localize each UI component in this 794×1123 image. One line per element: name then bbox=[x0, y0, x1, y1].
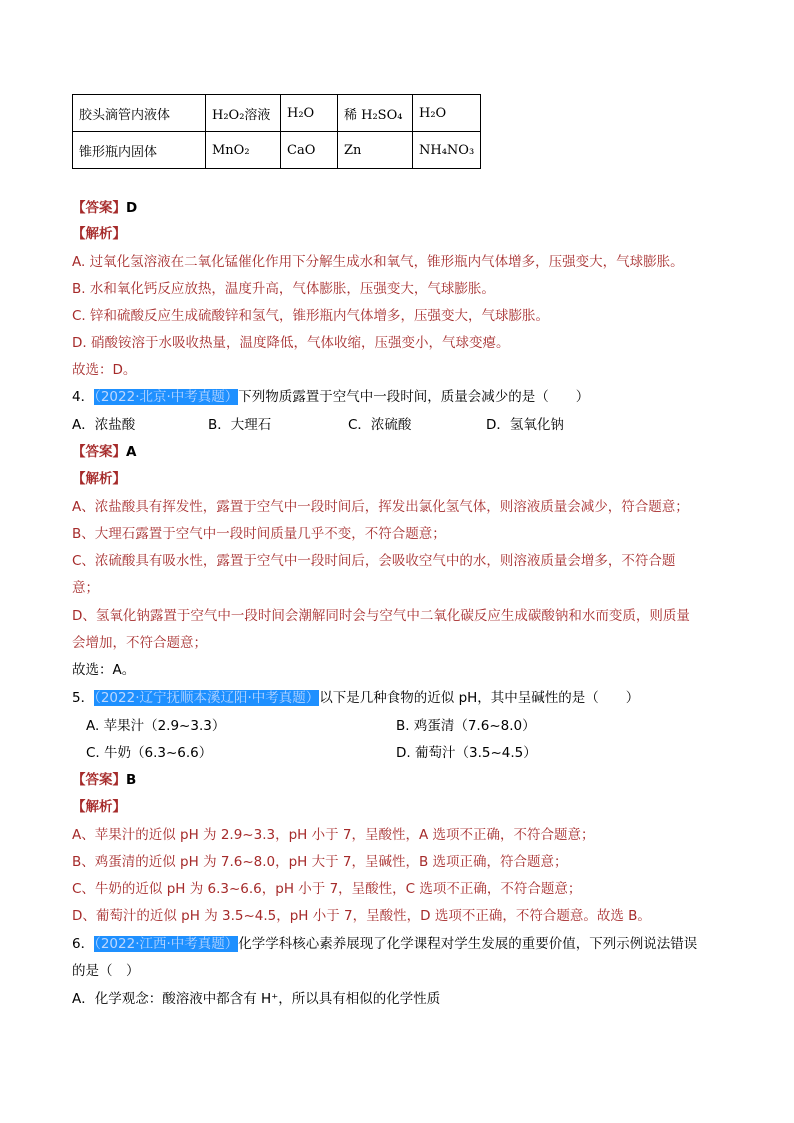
answer-line bbox=[72, 768, 136, 788]
option: D. 葡萄汁（3.5~4.5） bbox=[396, 745, 537, 761]
option: A．化学观念：酸溶液中都含有 H⁺，所以具有相似的化学性质 bbox=[72, 991, 441, 1007]
table-cell: Zn bbox=[338, 132, 413, 169]
answer-value: B bbox=[126, 772, 137, 788]
answer-label: 【答案】 bbox=[72, 444, 126, 460]
analysis-line: 会增加，不符合题意； bbox=[72, 635, 207, 651]
analysis-line: D. 硝酸铵溶于水吸收热量，温度降低，气体收缩，压强变小，气球变瘪。 bbox=[72, 335, 510, 351]
analysis-line: A、浓盐酸具有挥发性，露置于空气中一段时间后，挥发出氯化氢气体，则溶液质量会减少，符合题意； bbox=[72, 499, 689, 515]
answer-value: A bbox=[126, 444, 137, 460]
analysis-line: B、大理石露置于空气中一段时间质量几乎不变，不符合题意； bbox=[72, 526, 446, 542]
analysis-line: A. 过氧化氢溶液在二氧化锰催化作用下分解生成水和氧气，锥形瓶内气体增多，压强变大，气球膨胀。 bbox=[72, 254, 684, 270]
question-text: 化学学科核心素养展现了化学课程对学生发展的重要价值，下列示例说法错误 bbox=[238, 936, 698, 952]
option: D．氢氧化钠 bbox=[486, 417, 564, 433]
question-4-stem bbox=[72, 385, 589, 405]
answer-label: 【答案】 bbox=[72, 200, 126, 216]
analysis-line: D、氢氧化钠露置于空气中一段时间会潮解同时会与空气中二氧化碳反应生成碳酸钠和水而变质，则质量 bbox=[72, 608, 690, 624]
analysis-line: A、苹果汁的近似 pH 为 2.9~3.3，pH 小于 7，呈酸性，A 选项不正确，不符合题意； bbox=[72, 827, 595, 843]
answer-line bbox=[72, 440, 136, 460]
table-row bbox=[73, 95, 481, 132]
question-number: 6． bbox=[72, 936, 95, 952]
question-text: 下列物质露置于空气中一段时间，质量会减少的是（ ） bbox=[238, 389, 590, 405]
analysis-label: 【解析】 bbox=[72, 471, 126, 487]
option: C．浓硫酸 bbox=[348, 417, 412, 433]
question-text: 以下是几种食物的近似 pH，其中呈碱性的是（ ） bbox=[319, 690, 640, 706]
source-tag: （2022·江西·中考真题） bbox=[94, 936, 239, 952]
answer-line bbox=[72, 196, 137, 216]
table-row bbox=[73, 132, 481, 169]
table-cell: NH₄NO₃ bbox=[413, 132, 481, 169]
analysis-line: C. 锌和硫酸反应生成硫酸锌和氢气，锥形瓶内气体增多，压强变大，气球膨胀。 bbox=[72, 308, 550, 324]
table-cell: CaO bbox=[281, 132, 338, 169]
question-5-stem bbox=[72, 686, 639, 706]
table-cell: H₂O bbox=[413, 95, 481, 132]
option: C. 牛奶（6.3~6.6） bbox=[86, 745, 213, 761]
answer-value: D bbox=[126, 200, 138, 216]
question-number: 4． bbox=[72, 389, 95, 405]
table-cell: H₂O bbox=[281, 95, 338, 132]
table-cell: 锥形瓶内固体 bbox=[73, 132, 206, 169]
analysis-label: 【解析】 bbox=[72, 226, 126, 242]
table-cell: MnO₂ bbox=[206, 132, 281, 169]
analysis-line: 故选：D。 bbox=[72, 362, 137, 378]
analysis-line: 故选：A。 bbox=[72, 662, 136, 678]
source-tag: （2022·北京·中考真题） bbox=[94, 389, 239, 405]
reagent-table bbox=[72, 94, 481, 169]
question-text-continued: 的是（ ） bbox=[72, 963, 140, 979]
analysis-line: D、葡萄汁的近似 pH 为 3.5~4.5，pH 小于 7，呈酸性，D 选项不正确，不符合题意。故选 B。 bbox=[72, 908, 651, 924]
answer-label: 【答案】 bbox=[72, 772, 126, 788]
question-number: 5． bbox=[72, 690, 95, 706]
table-cell: 胶头滴管内液体 bbox=[73, 95, 206, 132]
option: B．大理石 bbox=[208, 417, 272, 433]
table-cell: H₂O₂溶液 bbox=[206, 95, 281, 132]
analysis-line: B、鸡蛋清的近似 pH 为 7.6~8.0，pH 大于 7，呈碱性，B 选项正确，符合题意； bbox=[72, 854, 568, 870]
analysis-line: C、牛奶的近似 pH 为 6.3~6.6，pH 小于 7，呈酸性，C 选项不正确，不符合题意； bbox=[72, 881, 582, 897]
question-6-stem bbox=[72, 932, 697, 952]
analysis-line: B. 水和氧化钙反应放热，温度升高，气体膨胀，压强变大，气球膨胀。 bbox=[72, 281, 495, 297]
analysis-line: C、浓硫酸具有吸水性，露置于空气中一段时间后，会吸收空气中的水，则溶液质量会增多，不符合题 bbox=[72, 553, 676, 569]
table-cell: 稀 H₂SO₄ bbox=[338, 95, 413, 132]
analysis-line: 意； bbox=[72, 580, 99, 596]
analysis-label: 【解析】 bbox=[72, 799, 126, 815]
source-tag: （2022·辽宁抚顺本溪辽阳·中考真题） bbox=[94, 690, 320, 706]
option: A．浓盐酸 bbox=[72, 417, 136, 433]
option: A. 苹果汁（2.9~3.3） bbox=[86, 718, 226, 734]
option: B. 鸡蛋清（7.6~8.0） bbox=[396, 718, 536, 734]
